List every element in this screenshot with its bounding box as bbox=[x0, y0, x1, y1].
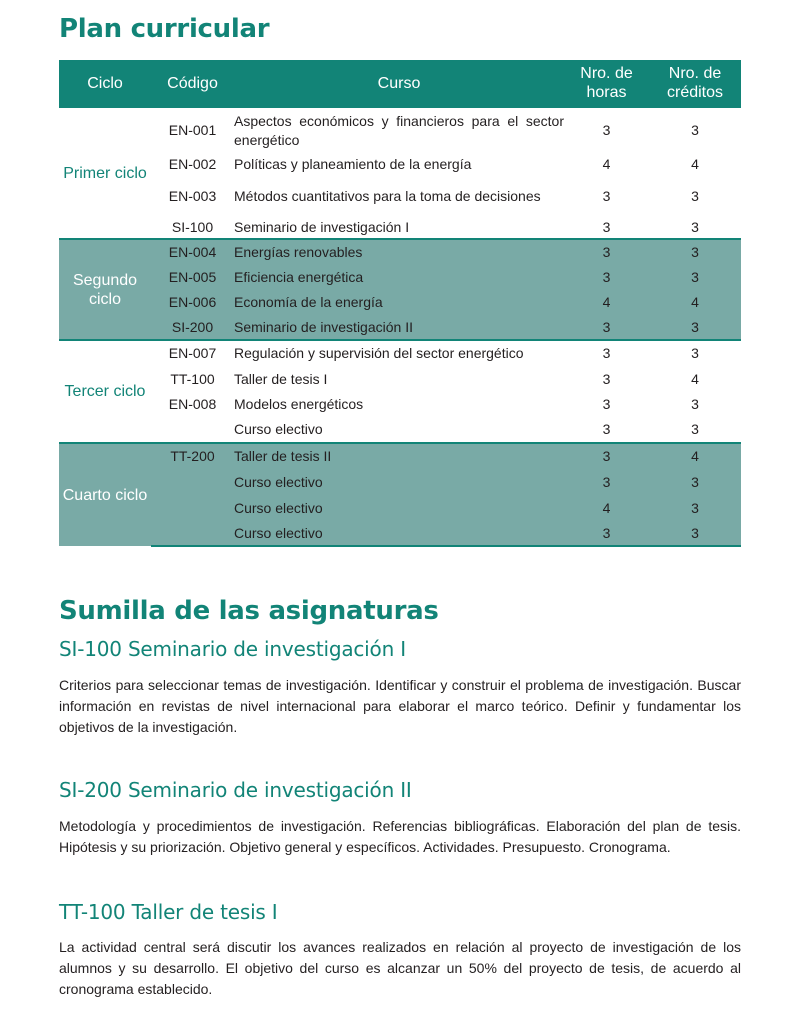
horas-cell: 3 bbox=[564, 340, 649, 366]
curso-cell: Eficiencia energética bbox=[234, 264, 564, 290]
curso-cell: Modelos energéticos bbox=[234, 396, 364, 412]
table-row bbox=[59, 315, 741, 340]
horas-cell: 3 bbox=[564, 264, 649, 290]
header-codigo: Código bbox=[151, 60, 234, 107]
codigo-cell: EN-008 bbox=[168, 396, 217, 412]
creditos-cell: 3 bbox=[691, 421, 699, 437]
table-row bbox=[59, 264, 741, 290]
header-curso: Curso bbox=[234, 60, 564, 107]
table-row bbox=[59, 417, 741, 443]
codigo-cell: TT-200 bbox=[151, 443, 234, 469]
section-body-si100: Criterios para seleccionar temas de investigación. Identificar y construir el problema de investigación. Buscar información en revistas de nivel internacional para elaborar el marco teórico. Definir y fundamentar los objetivos de la investigación. bbox=[59, 677, 741, 735]
horas-cell: 3 bbox=[564, 443, 649, 469]
creditos-cell: 3 bbox=[649, 315, 741, 340]
curriculum-table bbox=[59, 60, 741, 547]
curso-cell: Curso electivo bbox=[234, 521, 564, 546]
horas-cell: 3 bbox=[564, 469, 649, 495]
table-row bbox=[59, 469, 741, 495]
creditos-cell: 3 bbox=[649, 239, 741, 264]
curso-cell: Curso electivo bbox=[234, 469, 564, 495]
creditos-cell: 3 bbox=[649, 340, 741, 366]
creditos-cell: 3 bbox=[691, 396, 699, 412]
table-row bbox=[59, 107, 741, 153]
horas-cell: 4 bbox=[564, 290, 649, 315]
creditos-cell: 4 bbox=[691, 156, 699, 172]
curso-cell: Aspectos económicos y financieros para el sector energético bbox=[234, 107, 564, 153]
horas-cell: 3 bbox=[602, 396, 611, 412]
codigo-cell bbox=[151, 469, 234, 495]
curso-cell: Economía de la energía bbox=[234, 290, 564, 315]
sumilla-title: Sumilla de las asignaturas bbox=[59, 596, 439, 626]
codigo-cell: SI-200 bbox=[151, 315, 234, 340]
horas-cell: 4 bbox=[564, 495, 649, 521]
table-row bbox=[59, 495, 741, 521]
curso-cell: Métodos cuantitativos para la toma de decisiones bbox=[234, 187, 541, 204]
codigo-cell: EN-003 bbox=[168, 187, 217, 204]
creditos-cell: 3 bbox=[691, 218, 699, 235]
section-heading-si200: SI-200 Seminario de investigación II bbox=[59, 778, 412, 802]
curso-cell: Taller de tesis II bbox=[234, 443, 564, 469]
codigo-cell bbox=[151, 521, 234, 546]
ciclo-cell: Segundo ciclo bbox=[59, 239, 151, 340]
horas-cell: 3 bbox=[564, 107, 649, 153]
codigo-cell bbox=[151, 495, 234, 521]
creditos-cell: 3 bbox=[691, 187, 699, 204]
horas-cell: 3 bbox=[602, 218, 611, 235]
table-row bbox=[59, 392, 741, 417]
creditos-cell: 3 bbox=[649, 264, 741, 290]
codigo-cell: EN-004 bbox=[151, 239, 234, 264]
creditos-cell: 3 bbox=[649, 469, 741, 495]
horas-cell: 4 bbox=[602, 156, 611, 172]
codigo-cell: EN-002 bbox=[168, 156, 217, 172]
curso-cell: Curso electivo bbox=[234, 421, 323, 437]
ciclo-cell: Tercer ciclo bbox=[59, 340, 151, 443]
curso-cell: Seminario de investigación I bbox=[234, 218, 410, 235]
table-row bbox=[59, 340, 741, 366]
header-horas: Nro. de horas bbox=[564, 60, 649, 107]
horas-cell: 3 bbox=[602, 370, 611, 387]
ciclo-cell: Primer ciclo bbox=[59, 107, 151, 239]
creditos-cell: 3 bbox=[649, 521, 741, 546]
curso-cell: Curso electivo bbox=[234, 495, 564, 521]
curso-cell: Regulación y supervisión del sector energético bbox=[234, 340, 564, 366]
table-header-row bbox=[59, 60, 741, 107]
section-body-si200: Metodología y procedimientos de investigación. Referencias bibliográficas. Elaboración del plan de tesis. Hipótesis y su priorización. Objetivo general y específicos. Actividades. Presupuesto. Cronograma. bbox=[59, 818, 741, 855]
creditos-cell: 4 bbox=[649, 443, 741, 469]
horas-cell: 3 bbox=[564, 521, 649, 546]
horas-cell: 3 bbox=[602, 421, 611, 437]
codigo-cell: EN-006 bbox=[151, 290, 234, 315]
table-row bbox=[59, 153, 741, 176]
horas-cell: 3 bbox=[564, 315, 649, 340]
section-body-tt100: La actividad central será discutir los avances realizados en relación al proyecto de investigación de los alumnos y su desarrollo. El objetivo del curso es alcanzar un 50% del proyecto de tesis, de acuerdo al cronograma establecido. bbox=[59, 939, 741, 997]
horas-cell: 3 bbox=[602, 187, 611, 204]
curso-cell: Taller de tesis I bbox=[234, 370, 328, 387]
curso-cell: Energías renovables bbox=[234, 239, 564, 264]
table-row bbox=[59, 239, 741, 264]
table-body bbox=[59, 107, 741, 546]
creditos-cell: 3 bbox=[649, 107, 741, 153]
table-row bbox=[59, 521, 741, 546]
codigo-cell: SI-100 bbox=[171, 218, 214, 235]
curso-cell: Seminario de investigación II bbox=[234, 315, 564, 340]
section-heading-si100: SI-100 Seminario de investigación I bbox=[59, 637, 406, 661]
creditos-cell: 3 bbox=[649, 495, 741, 521]
codigo-cell: EN-007 bbox=[151, 340, 234, 366]
plan-curricular-title: Plan curricular bbox=[59, 14, 270, 44]
table-row bbox=[59, 216, 741, 239]
ciclo-cell: Cuarto ciclo bbox=[59, 443, 151, 546]
codigo-cell: TT-100 bbox=[170, 370, 215, 387]
horas-cell: 3 bbox=[564, 239, 649, 264]
codigo-cell bbox=[151, 417, 234, 443]
header-ciclo: Ciclo bbox=[59, 60, 151, 107]
table-row bbox=[59, 290, 741, 315]
creditos-cell: 4 bbox=[649, 290, 741, 315]
codigo-cell: EN-005 bbox=[151, 264, 234, 290]
table-row bbox=[59, 366, 741, 392]
codigo-cell: EN-001 bbox=[151, 107, 234, 153]
curso-cell: Políticas y planeamiento de la energía bbox=[234, 156, 472, 172]
header-creditos: Nro. de créditos bbox=[649, 60, 741, 107]
section-heading-tt100: TT-100 Taller de tesis I bbox=[59, 900, 278, 924]
table-row bbox=[59, 176, 741, 216]
creditos-cell: 4 bbox=[691, 370, 699, 387]
table-row bbox=[59, 443, 741, 469]
